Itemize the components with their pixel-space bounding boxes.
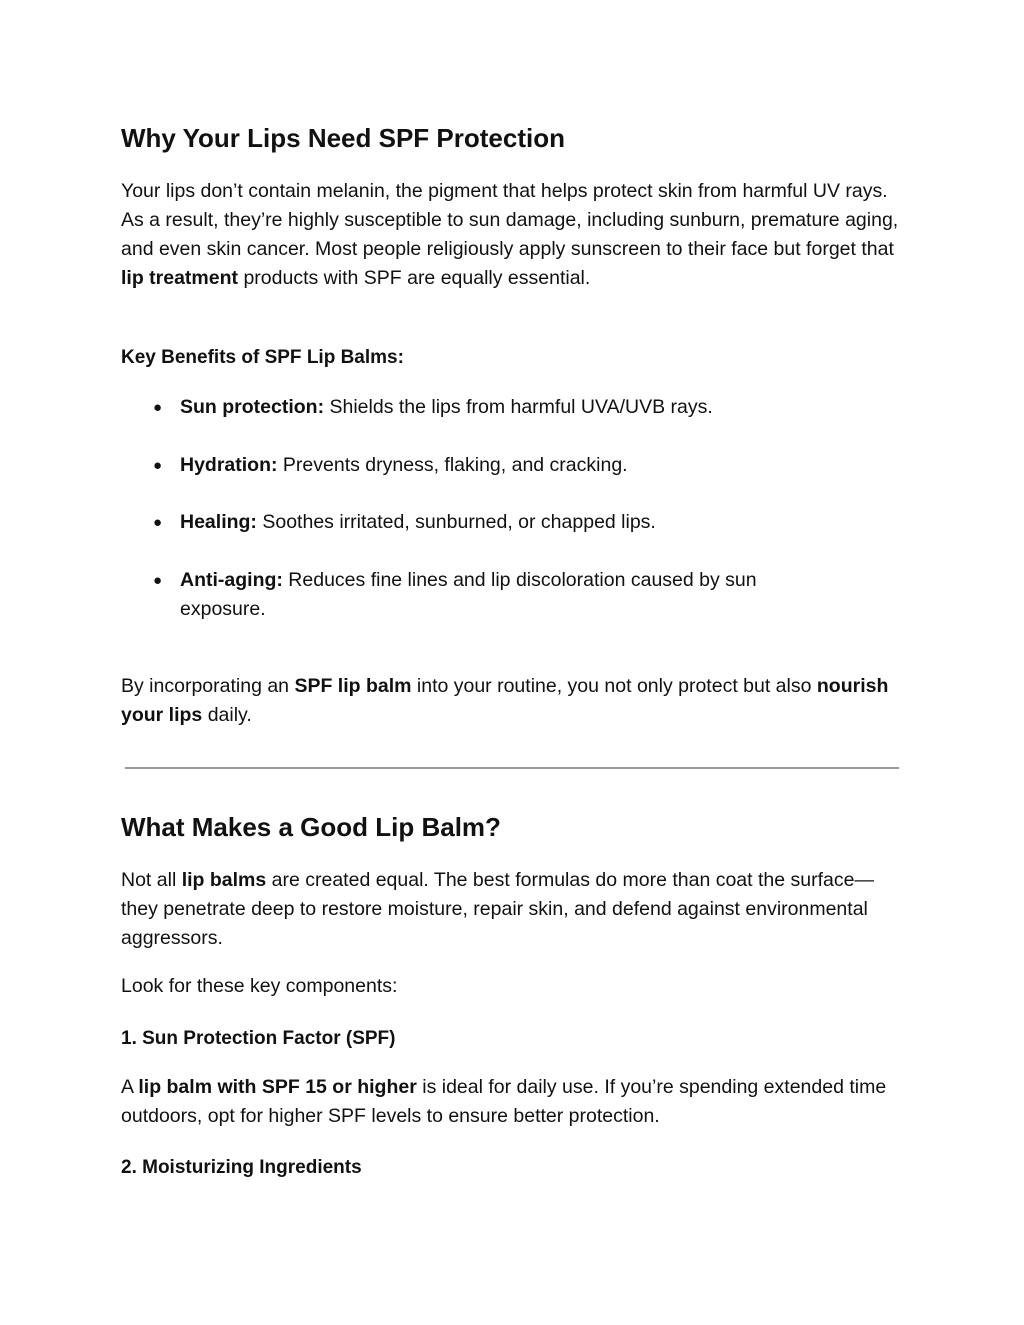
benefit-description: Reduces fine lines and lip discoloration caused by sun exposure. — [180, 569, 757, 620]
spf-level-text-a: A — [121, 1076, 139, 1098]
subheading-moisturizing: 2. Moisturizing Ingredients — [121, 1157, 362, 1178]
closing-text-a: By incorporating an — [121, 675, 295, 697]
section-heading-good-lip-balm: What Makes a Good Lip Balm? — [121, 812, 501, 842]
benefit-description: Shields the lips from harmful UVA/UVB rays. — [324, 396, 713, 418]
lip-balm-intro-text-a: Not all — [121, 869, 182, 891]
bullet-icon: ● — [153, 399, 163, 416]
closing-text-c: daily. — [202, 704, 252, 726]
lip-balm-intro-text-b: are created equal. The best formulas do more than coat the surface—they penetrate deep to restore moisture, repair skin, and defend against environmental aggressors. — [121, 869, 874, 949]
benefit-text — [180, 566, 840, 624]
benefit-label: Anti-aging: — [180, 569, 283, 591]
benefit-text — [180, 508, 840, 537]
spf-intro-paragraph — [121, 177, 901, 293]
closing-text-b: into your routine, you not only protect but also — [411, 675, 817, 697]
spf-level-text-b: is ideal for daily use. If you’re spending extended time outdoors, opt for higher SPF levels to ensure better protection. — [121, 1076, 887, 1127]
closing-bold-2: nourish your lips — [121, 675, 889, 726]
benefit-text — [180, 393, 840, 422]
spf-closing-paragraph — [121, 672, 901, 730]
section-heading-spf: Why Your Lips Need SPF Protection — [121, 123, 565, 153]
section-divider — [125, 767, 899, 769]
bullet-icon: ● — [153, 572, 163, 589]
spf-level-paragraph — [121, 1073, 901, 1131]
spf-intro-bold: lip treatment — [121, 267, 239, 289]
benefit-label: Hydration: — [180, 454, 278, 476]
benefits-heading: Key Benefits of SPF Lip Balms: — [121, 347, 404, 368]
look-for-paragraph: Look for these key components: — [121, 975, 398, 997]
bullet-icon: ● — [153, 457, 163, 474]
bullet-icon: ● — [153, 514, 163, 531]
lip-balm-intro-paragraph — [121, 866, 901, 953]
benefit-label: Sun protection: — [180, 396, 325, 418]
benefit-description: Prevents dryness, flaking, and cracking. — [277, 454, 628, 476]
benefit-description: Soothes irritated, sunburned, or chapped lips. — [256, 511, 656, 533]
benefit-text — [180, 451, 840, 480]
spf-intro-text-a: Your lips don’t contain melanin, the pigment that helps protect skin from harmful UV rays. As a result, they’re highly susceptible to sun damage, including sunburn, premature aging, and even skin cancer. Most people religiously apply sunscreen to their face but forget that — [121, 180, 899, 260]
lip-balm-intro-bold: lip balms — [181, 869, 267, 891]
subheading-spf: 1. Sun Protection Factor (SPF) — [121, 1028, 396, 1049]
spf-level-bold: lip balm with SPF 15 or higher — [138, 1076, 417, 1098]
closing-bold-1: SPF lip balm — [294, 675, 412, 697]
spf-intro-text-b: products with SPF are equally essential. — [238, 267, 591, 289]
benefit-label: Healing: — [180, 511, 257, 533]
